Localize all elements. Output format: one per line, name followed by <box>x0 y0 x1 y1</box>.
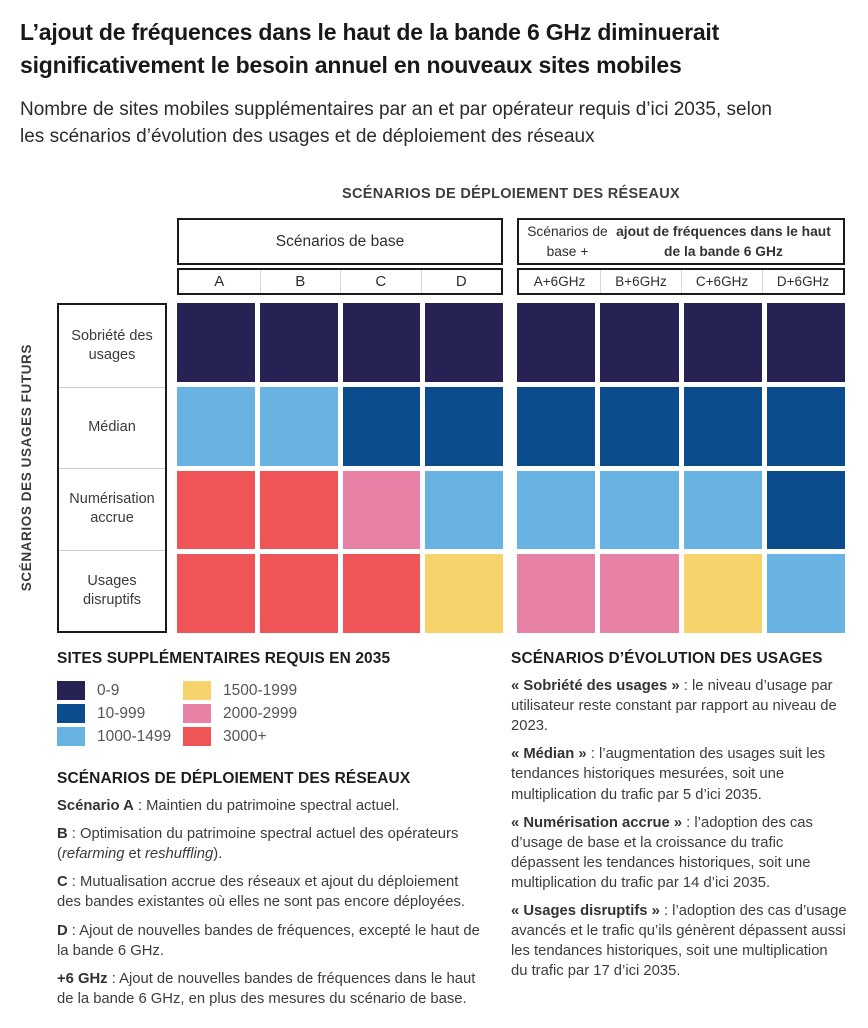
bold-text: « Usages disruptifs » <box>511 903 660 920</box>
legend-item-3000+ <box>183 727 297 746</box>
usage-scenarios-title: SCÉNARIOS D’ÉVOLUTION DES USAGES <box>511 650 823 667</box>
row-axis-title <box>12 303 40 633</box>
heatmap-cell-r0-c0 <box>177 303 255 382</box>
notes-section <box>57 650 847 1009</box>
row-label-2: Numérisation accrue <box>59 468 165 550</box>
paragraph-3 <box>511 901 847 981</box>
row-labels-box <box>57 303 167 633</box>
column-label-D+6GHz: D+6GHz <box>762 270 843 293</box>
legend-swatch <box>57 727 85 746</box>
network-scenarios-title: SCÉNARIOS DE DÉPLOIEMENT DES RÉSEAUX <box>57 770 411 787</box>
header <box>20 16 850 151</box>
text: : Maintien du patrimoine spectral actuel. <box>133 798 400 814</box>
legend-title: SITES SUPPLÉMENTAIRES REQUIS EN 2035 <box>57 650 391 667</box>
heatmap-cell-r0-c1 <box>260 303 338 382</box>
bold-text: D <box>57 922 68 939</box>
column-labels-6ghz <box>517 268 845 295</box>
heatmap-cell-r0-c5 <box>600 303 678 382</box>
legend-swatch <box>57 704 85 723</box>
text: : l’adoption des cas d’usage avancés et le trafic qu’ils génèrent dépassent aussi les tendances historiques, soit une multiplication du trafic par 17 d’ici 2035. <box>511 903 847 980</box>
heatmap-cell-r3-c2 <box>343 554 421 633</box>
legend-label: 10-999 <box>97 704 146 722</box>
notes-right-column <box>511 650 847 1009</box>
column-axis-title: SCÉNARIOS DE DÉPLOIEMENT DES RÉSEAUX <box>342 186 680 202</box>
heatmap-cell-r1-c0 <box>177 387 255 466</box>
bold-text: B <box>57 826 68 843</box>
column-group-header-6ghz <box>517 218 845 265</box>
heatmap-cell-r3-c4 <box>517 554 595 633</box>
bold-text: « Numérisation accrue » <box>511 814 683 831</box>
legend-swatch <box>183 727 211 746</box>
heatmap-cell-r2-c2 <box>343 471 421 550</box>
row-label-1: Médian <box>59 387 165 469</box>
bold-text: « Médian » <box>511 746 587 763</box>
text: ). <box>213 846 223 863</box>
text: : l’adoption des cas d’usage de base et la croissance du trafic dépassent les tendances historiques, soit une multiplication du trafic par 14 d’ici 2035. <box>511 814 813 891</box>
text: : le niveau d’usage par utilisateur reste constant par rapport au niveau de 2023. <box>511 678 837 735</box>
legend-label: 1000-1499 <box>97 727 172 745</box>
heatmap-cell-r0-c2 <box>343 303 421 382</box>
heatmap-cell-r2-c1 <box>260 471 338 550</box>
heatmap-cell-r2-c6 <box>684 471 762 550</box>
legend-swatch <box>57 681 85 700</box>
page-title: L’ajout de fréquences dans le haut de la bande 6 GHz diminuerait significativement le besoin annuel en nouveaux sites mobiles <box>20 19 720 79</box>
text: : Optimisation du patrimoine spectral actuel des opérateurs ( <box>57 826 459 863</box>
heatmap-cell-r3-c1 <box>260 554 338 633</box>
paragraph-3 <box>57 921 485 961</box>
bold-text: « Sobriété des usages » <box>511 678 680 694</box>
italic-text: refarming <box>61 846 125 863</box>
heatmap-cell-r1-c7 <box>767 387 845 466</box>
heatmap-cell-r1-c1 <box>260 387 338 466</box>
heatmap-block-6ghz <box>517 303 845 633</box>
row-label-3: Usages disruptifs <box>59 550 165 632</box>
bold-text: ajout de fréquences dans le haut de la bande 6 GHz <box>616 224 831 259</box>
column-label-A: A <box>214 273 225 290</box>
heatmap-cell-r1-c4 <box>517 387 595 466</box>
heatmap-cell-r3-c6 <box>684 554 762 633</box>
notes-left-column <box>57 650 485 1009</box>
legend-label: 0-9 <box>97 681 120 699</box>
row-label-0: Sobriété des usages <box>71 327 153 363</box>
column-label-B+6GHz: B+6GHz <box>600 270 681 293</box>
text: et <box>124 846 145 863</box>
heatmap-cell-r1-c6 <box>684 387 762 466</box>
heatmap-cell-r2-c5 <box>600 471 678 550</box>
bold-text: +6 GHz <box>57 970 108 987</box>
heatmap-cell-r0-c4 <box>517 303 595 382</box>
page-subtitle: Nombre de sites mobiles supplémentaires par an et par opérateur requis d’ici 2035, selon les scénarios d’évolution des usages et de déploiement des réseaux <box>20 98 772 148</box>
legend-swatch <box>183 704 211 723</box>
column-label-C+6GHz: C+6GHz <box>681 270 762 293</box>
heatmap-block-base <box>177 303 503 633</box>
legend-item-2000-2999 <box>183 704 297 723</box>
legend-item-10-999 <box>57 704 183 723</box>
text: Scénarios de base + <box>527 224 608 259</box>
heatmap-cell-r0-c3 <box>425 303 503 382</box>
heatmap-cell-r0-c6 <box>684 303 762 382</box>
legend-label: 1500-1999 <box>223 681 298 699</box>
heatmap-cell-r1-c3 <box>425 387 503 466</box>
legend-item-1000-1499 <box>57 727 183 746</box>
paragraph-4 <box>57 969 485 1009</box>
heatmap-cell-r1-c2 <box>343 387 421 466</box>
heatmap-cell-r3-c5 <box>600 554 678 633</box>
italic-text: reshuffling <box>145 846 214 863</box>
heatmap-cell-r2-c0 <box>177 471 255 550</box>
row-axis-title-text: SCÉNARIOS DES USAGES FUTURS <box>18 344 34 592</box>
heatmap-cell-r2-c3 <box>425 471 503 550</box>
paragraph-0 <box>57 796 485 816</box>
legend-column-2 <box>183 681 297 750</box>
text: : Ajout de nouvelles bandes de fréquences, excepté le haut de la bande 6 GHz. <box>57 922 480 959</box>
heatmap-cell-r0-c7 <box>767 303 845 382</box>
heatmap-cell-r3-c3 <box>425 554 503 633</box>
heatmap-chart <box>0 186 868 652</box>
text: Scénarios de base <box>275 232 405 250</box>
legend-item-0-9 <box>57 681 183 700</box>
column-label-B: B <box>260 270 341 293</box>
bold-text: Scénario A <box>57 798 134 814</box>
text: : Ajout de nouvelles bandes de fréquences dans le haut de la bande 6 GHz, en plus des mesures du scénario de base. <box>57 970 476 1007</box>
heatmap-cell-r3-c0 <box>177 554 255 633</box>
legend-item-1500-1999 <box>183 681 297 700</box>
paragraph-2 <box>57 872 485 912</box>
network-scenarios-text <box>57 796 485 1009</box>
usage-scenarios-text <box>511 676 847 982</box>
legend-label: 2000-2999 <box>223 704 298 722</box>
column-label-A+6GHz: A+6GHz <box>533 274 586 289</box>
legend-swatch <box>183 681 211 700</box>
column-label-D: D <box>421 270 502 293</box>
heatmap-cell-r3-c7 <box>767 554 845 633</box>
text: : Mutualisation accrue des réseaux et ajout du déploiement des bandes existantes où elles ne sont pas encore déployées. <box>57 874 466 911</box>
text: : l’augmentation des usages suit les tendances historiques mesurées, soit une multiplication du trafic par 5 d’ici 2035. <box>511 746 826 803</box>
paragraph-2 <box>511 813 847 893</box>
legend <box>57 681 485 750</box>
paragraph-0 <box>511 676 847 736</box>
paragraph-1 <box>57 824 485 864</box>
column-labels-base <box>177 268 503 295</box>
heatmap-cell-r2-c7 <box>767 471 845 550</box>
heatmap-cell-r1-c5 <box>600 387 678 466</box>
column-group-header-base <box>177 218 503 265</box>
paragraph-1 <box>511 744 847 804</box>
bold-text: C <box>57 874 68 891</box>
legend-label: 3000+ <box>223 727 267 745</box>
legend-column-1 <box>57 681 183 750</box>
column-label-C: C <box>340 270 421 293</box>
heatmap-cell-r2-c4 <box>517 471 595 550</box>
